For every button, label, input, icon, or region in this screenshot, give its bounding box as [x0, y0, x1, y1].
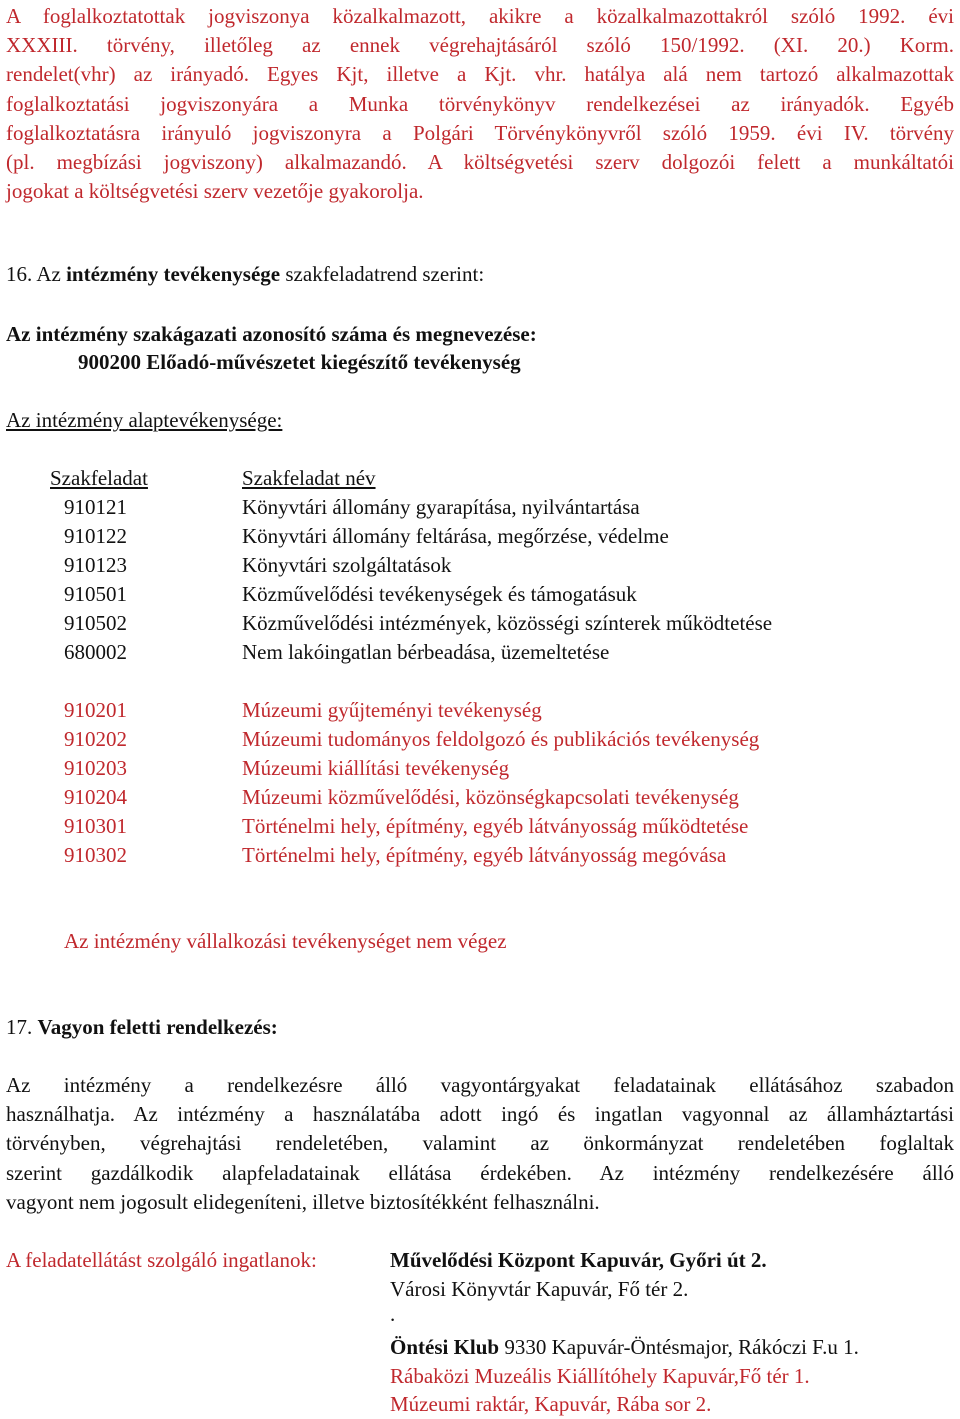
museum-activity-name: Történelmi hely, építmény, egyéb látványosság működtetése [242, 814, 749, 838]
property-item: Rábaközi Muzeális Kiállítóhely Kapuvár,Fő tér 1. [390, 1364, 810, 1388]
asset-line: Az intézmény a rendelkezésre álló vagyontárgyakat feladatainak ellátásához szabadon [6, 1073, 954, 1097]
asset-paragraph [6, 1071, 954, 1217]
section-16-heading [6, 262, 484, 287]
section-16-prefix: Az [36, 262, 61, 286]
property-item-bold: Öntési Klub [390, 1335, 500, 1359]
museum-activity-name: Múzeumi közművelődési, közönségkapcsolati tevékenység [242, 785, 739, 809]
intro-line: (pl. megbízási jogviszony) alkalmazandó. A költségvetési szerv dolgozói felett a munkáltatói [6, 150, 954, 175]
sector-heading: Az intézmény szakágazati azonosító száma és megnevezése: [6, 322, 537, 346]
activity-code: 910501 [64, 582, 127, 606]
sector-value: 900200 Előadó-művészetet kiegészítő tevékenység [78, 350, 521, 374]
museum-activity-name: Múzeumi tudományos feldolgozó és publikációs tevékenység [242, 727, 760, 751]
intro-line: XXXIII. törvény, illetőleg az ennek végrehajtásáról szóló 150/1992. (XI. 20.) Korm. [6, 33, 954, 58]
section-16-bold: intézmény tevékenysége [66, 262, 281, 286]
column-header-code: Szakfeladat [50, 466, 148, 490]
section-17-number: 17. [6, 1015, 33, 1039]
section-17-heading [6, 1015, 278, 1040]
business-activity-note: Az intézmény vállalkozási tevékenységet nem végez [64, 929, 507, 953]
museum-activity-code: 910204 [64, 785, 127, 809]
asset-line: törvényben, végrehajtási rendeletében, valamint az önkormányzat rendeletében foglaltak [6, 1131, 954, 1156]
activity-name: Közművelődési tevékenységek és támogatásuk [242, 582, 637, 606]
activity-name: Könyvtári szolgáltatások [242, 553, 452, 577]
core-activity-heading: Az intézmény alaptevékenysége: [6, 408, 283, 432]
museum-activity-code: 910202 [64, 727, 127, 751]
intro-line: A foglalkoztatottak jogviszonya közalkalmazott, akikre a közalkalmazottakról szóló 1992. évi [6, 4, 954, 28]
museum-activity-code: 910203 [64, 756, 127, 780]
intro-paragraph [6, 2, 954, 206]
museum-activity-code: 910302 [64, 843, 127, 867]
intro-line: foglalkoztatási jogviszonyára a Munka törvénykönyv rendelkezései az irányadók. Egyéb [6, 91, 954, 116]
activity-name: Nem lakóingatlan bérbeadása, üzemeltetése [242, 640, 610, 664]
intro-line: jogokat a költségvetési szerv vezetője gyakorolja. [6, 179, 424, 204]
intro-line: rendelet(vhr) az irányadó. Egyes Kjt, illetve a Kjt. vhr. hatálya alá nem tartozó alkalmazottak [6, 62, 954, 87]
property-item [390, 1335, 859, 1360]
museum-activity-name: Történelmi hely, építmény, egyéb látványosság megóvása [242, 843, 727, 867]
property-item-rest: 9330 Kapuvár-Öntésmajor, Rákóczi F.u 1. [504, 1335, 859, 1359]
activity-code: 910121 [64, 495, 127, 519]
museum-activity-code: 910301 [64, 814, 127, 838]
activity-code: 910122 [64, 524, 127, 548]
stray-dot: . [390, 1302, 396, 1326]
property-item: Városi Könyvtár Kapuvár, Fő tér 2. [390, 1277, 689, 1301]
museum-activity-name: Múzeumi kiállítási tevékenység [242, 756, 510, 780]
section-17-title: Vagyon feletti rendelkezés: [37, 1015, 278, 1039]
activity-code: 680002 [64, 640, 127, 664]
property-item: Múzeumi raktár, Kapuvár, Rába sor 2. [390, 1392, 712, 1416]
asset-line: szerint gazdálkodik alapfeladatainak ellátása érdekében. Az intézmény rendelkezésére álló [6, 1160, 954, 1185]
intro-line: foglalkoztatásra irányuló jogviszonyra a Polgári Törvénykönyvről szóló 1959. évi IV. törvény [6, 120, 954, 145]
section-16-suffix: szakfeladatrend szerint: [285, 262, 485, 286]
property-item: Művelődési Központ Kapuvár, Győri út 2. [390, 1248, 767, 1272]
activity-name: Könyvtári állomány feltárása, megőrzése, védelme [242, 524, 669, 548]
activity-name: Közművelődési intézmények, közösségi színterek működtetése [242, 611, 773, 635]
column-header-name: Szakfeladat név [242, 466, 376, 490]
asset-line: vagyont nem jogosult elidegeníteni, illetve biztosítékként felhasználni. [6, 1189, 600, 1214]
museum-activity-code: 910201 [64, 698, 127, 722]
activity-name: Könyvtári állomány gyarapítása, nyilvántartása [242, 495, 640, 519]
activity-code: 910502 [64, 611, 127, 635]
section-16-number: 16. [6, 262, 33, 286]
museum-activity-name: Múzeumi gyűjteményi tevékenység [242, 698, 542, 722]
asset-line: használhatja. Az intézmény a használatába adott ingó és ingatlan vagyonnal az államháztartási [6, 1102, 954, 1127]
activity-code: 910123 [64, 553, 127, 577]
property-label: A feladatellátást szolgáló ingatlanok: [6, 1248, 317, 1272]
